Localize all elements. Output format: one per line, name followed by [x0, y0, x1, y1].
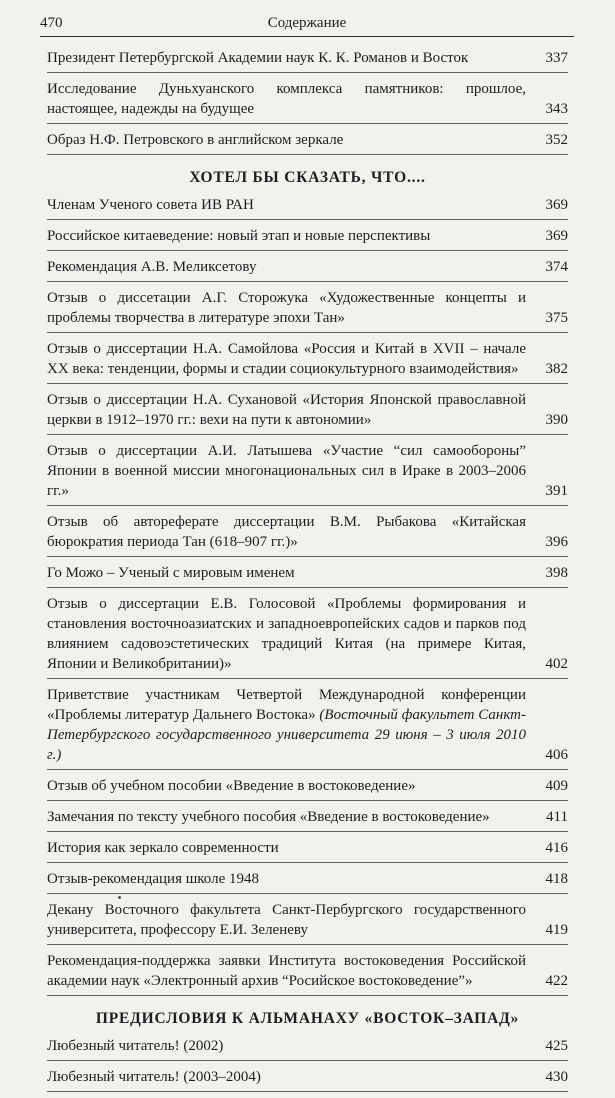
toc-entry-page: 416 [545, 840, 568, 856]
toc-entry-page: 382 [545, 361, 568, 377]
toc-entry [47, 594, 568, 679]
toc-entry-page: 409 [545, 778, 568, 794]
toc-entry [47, 48, 568, 73]
section-heading: ХОТЕЛ БЫ СКАЗАТЬ, ЧТО.... [189, 169, 426, 186]
toc-entry-title: Отзыв о диссетации А.Г. Сторожука «Художественные концепты и проблемы творчества в литературе эпохи Тан» [47, 290, 526, 326]
toc-entry [47, 195, 568, 220]
toc-entry-page: 398 [545, 565, 568, 581]
toc-entry-page: 337 [545, 50, 568, 66]
toc-entry [47, 838, 568, 863]
toc-entry [47, 1067, 568, 1092]
toc-entry [47, 685, 568, 770]
toc-entry-title [47, 685, 532, 765]
toc-entry [47, 79, 568, 124]
toc-entry-title: Отзыв-рекомендация школе 1948 [47, 871, 259, 887]
toc-entry-title: Замечания по тексту учебного пособия «Введение в востоковедение» [47, 809, 490, 825]
toc-entry-title: Образ Н.Ф. Петровского в английском зеркале [47, 132, 344, 148]
toc-entry-title: Отзыв о диссертации Н.А. Самойлова «Россия и Китай в XVII – начале XX века: тенденции, формы и стадии социокультурного взаимодействия» [47, 341, 526, 377]
toc-entry [47, 807, 568, 832]
toc-entry-page: 419 [545, 922, 568, 938]
toc-entry-page: 411 [546, 809, 568, 825]
toc-entry-page: 425 [545, 1038, 568, 1054]
toc-entry-title: Отзыв о диссертации А.И. Латышева «Участие “сил самообороны” Японии в военной миссии многонациональных сил в Ираке в 2003–2006 гг.» [47, 443, 526, 499]
toc-entry-page: 391 [545, 483, 568, 499]
toc-entry-title: Рекомендация А.В. Меликсетову [47, 259, 257, 275]
print-speck [118, 896, 121, 899]
toc-entry-title: Отзыв об автореферате диссертации В.М. Рыбакова «Китайская бюрократия периода Тан (618–907 гг.)» [47, 514, 526, 550]
toc-entry-title: Любезный читатель! (2003–2004) [47, 1069, 261, 1085]
toc-entry [47, 1036, 568, 1061]
toc-entry-title: Отзыв о диссертации Е.В. Голосовой «Проблемы формирования и становления восточноазиатских и западноевропейских садов и парков под влиянием садовоэстетических традиций Китая (на примере Китая, Японии и Великобритании)» [47, 596, 526, 672]
toc-entry [47, 563, 568, 588]
toc-entry-page: 406 [545, 747, 568, 763]
toc-entry-title: Отзыв об учебном пособии «Введение в востоковедение» [47, 778, 416, 794]
toc-entry-page: 369 [545, 228, 568, 244]
toc-entry-title: Отзыв о диссертации Н.А. Сухановой «История Японской православной церкви в 1912–1970 гг.: вехи на пути к автономии» [47, 392, 526, 428]
page-number: 470 [40, 15, 63, 31]
toc-entry-title: Президент Петербургской Академии наук К. К. Романов и Восток [47, 50, 469, 66]
toc-entry-page: 402 [545, 656, 568, 672]
toc-entry-title-italic: (Восточный факультет Санкт-Петербургского государственного университета 29 июня – 3 июля 2010 г.) [47, 707, 526, 763]
toc-entry [47, 441, 568, 506]
toc-entry-title: Рекомендация-поддержка заявки Института востоковедения Российской академии наук «Электронный архив “Росийское востоковедение”» [47, 953, 526, 989]
toc-entry-page: 396 [545, 534, 568, 550]
toc-entry-title: Го Можо – Ученый с мировым именем [47, 565, 295, 581]
toc-entry-page: 430 [545, 1069, 568, 1085]
toc-entry [47, 226, 568, 251]
toc-entry [47, 339, 568, 384]
toc-entry [47, 257, 568, 282]
toc-entry [47, 390, 568, 435]
toc-entry [47, 869, 568, 894]
toc-entry [47, 512, 568, 557]
toc-entry-page: 375 [545, 310, 568, 326]
toc-entry [47, 288, 568, 333]
running-title: Содержание [267, 15, 347, 31]
toc-entry-title: Любезный читатель! (2002) [47, 1038, 224, 1054]
toc-entry-page: 418 [545, 871, 568, 887]
toc-entry-page: 352 [545, 132, 568, 148]
toc-entry-page: 422 [545, 973, 568, 989]
toc-entry [47, 130, 568, 155]
toc-entry-page: 374 [545, 259, 568, 275]
toc-entry-page: 390 [545, 412, 568, 428]
toc-entry-title-main: Приветствие участникам Четвертой Международной конференции «Проблемы литератур Дальнего Востока» [47, 687, 526, 723]
table-of-contents [47, 48, 568, 1098]
toc-entry-title: Российское китаеведение: новый этап и новые перспективы [47, 228, 431, 244]
page-header [40, 10, 574, 37]
toc-entry [47, 951, 568, 996]
toc-entry-title: История как зеркало современности [47, 840, 279, 856]
toc-entry-page: 343 [545, 101, 568, 117]
toc-entry-title: Исследование Дуньхуанского комплекса памятников: прошлое, настоящее, надежды на будущее [47, 81, 526, 117]
section-heading: ПРЕДИСЛОВИЯ К АЛЬМАНАХУ «ВОСТОК–ЗАПАД» [95, 1010, 520, 1027]
toc-entry [47, 776, 568, 801]
toc-entry [47, 900, 568, 945]
toc-entry-page: 369 [545, 197, 568, 213]
toc-entry-title: Членам Ученого совета ИВ РАН [47, 197, 254, 213]
toc-entry-title: Декану Восточного факультета Санкт-Пербургского государственного университета, профессору Е.И. Зеленеву [47, 902, 526, 938]
